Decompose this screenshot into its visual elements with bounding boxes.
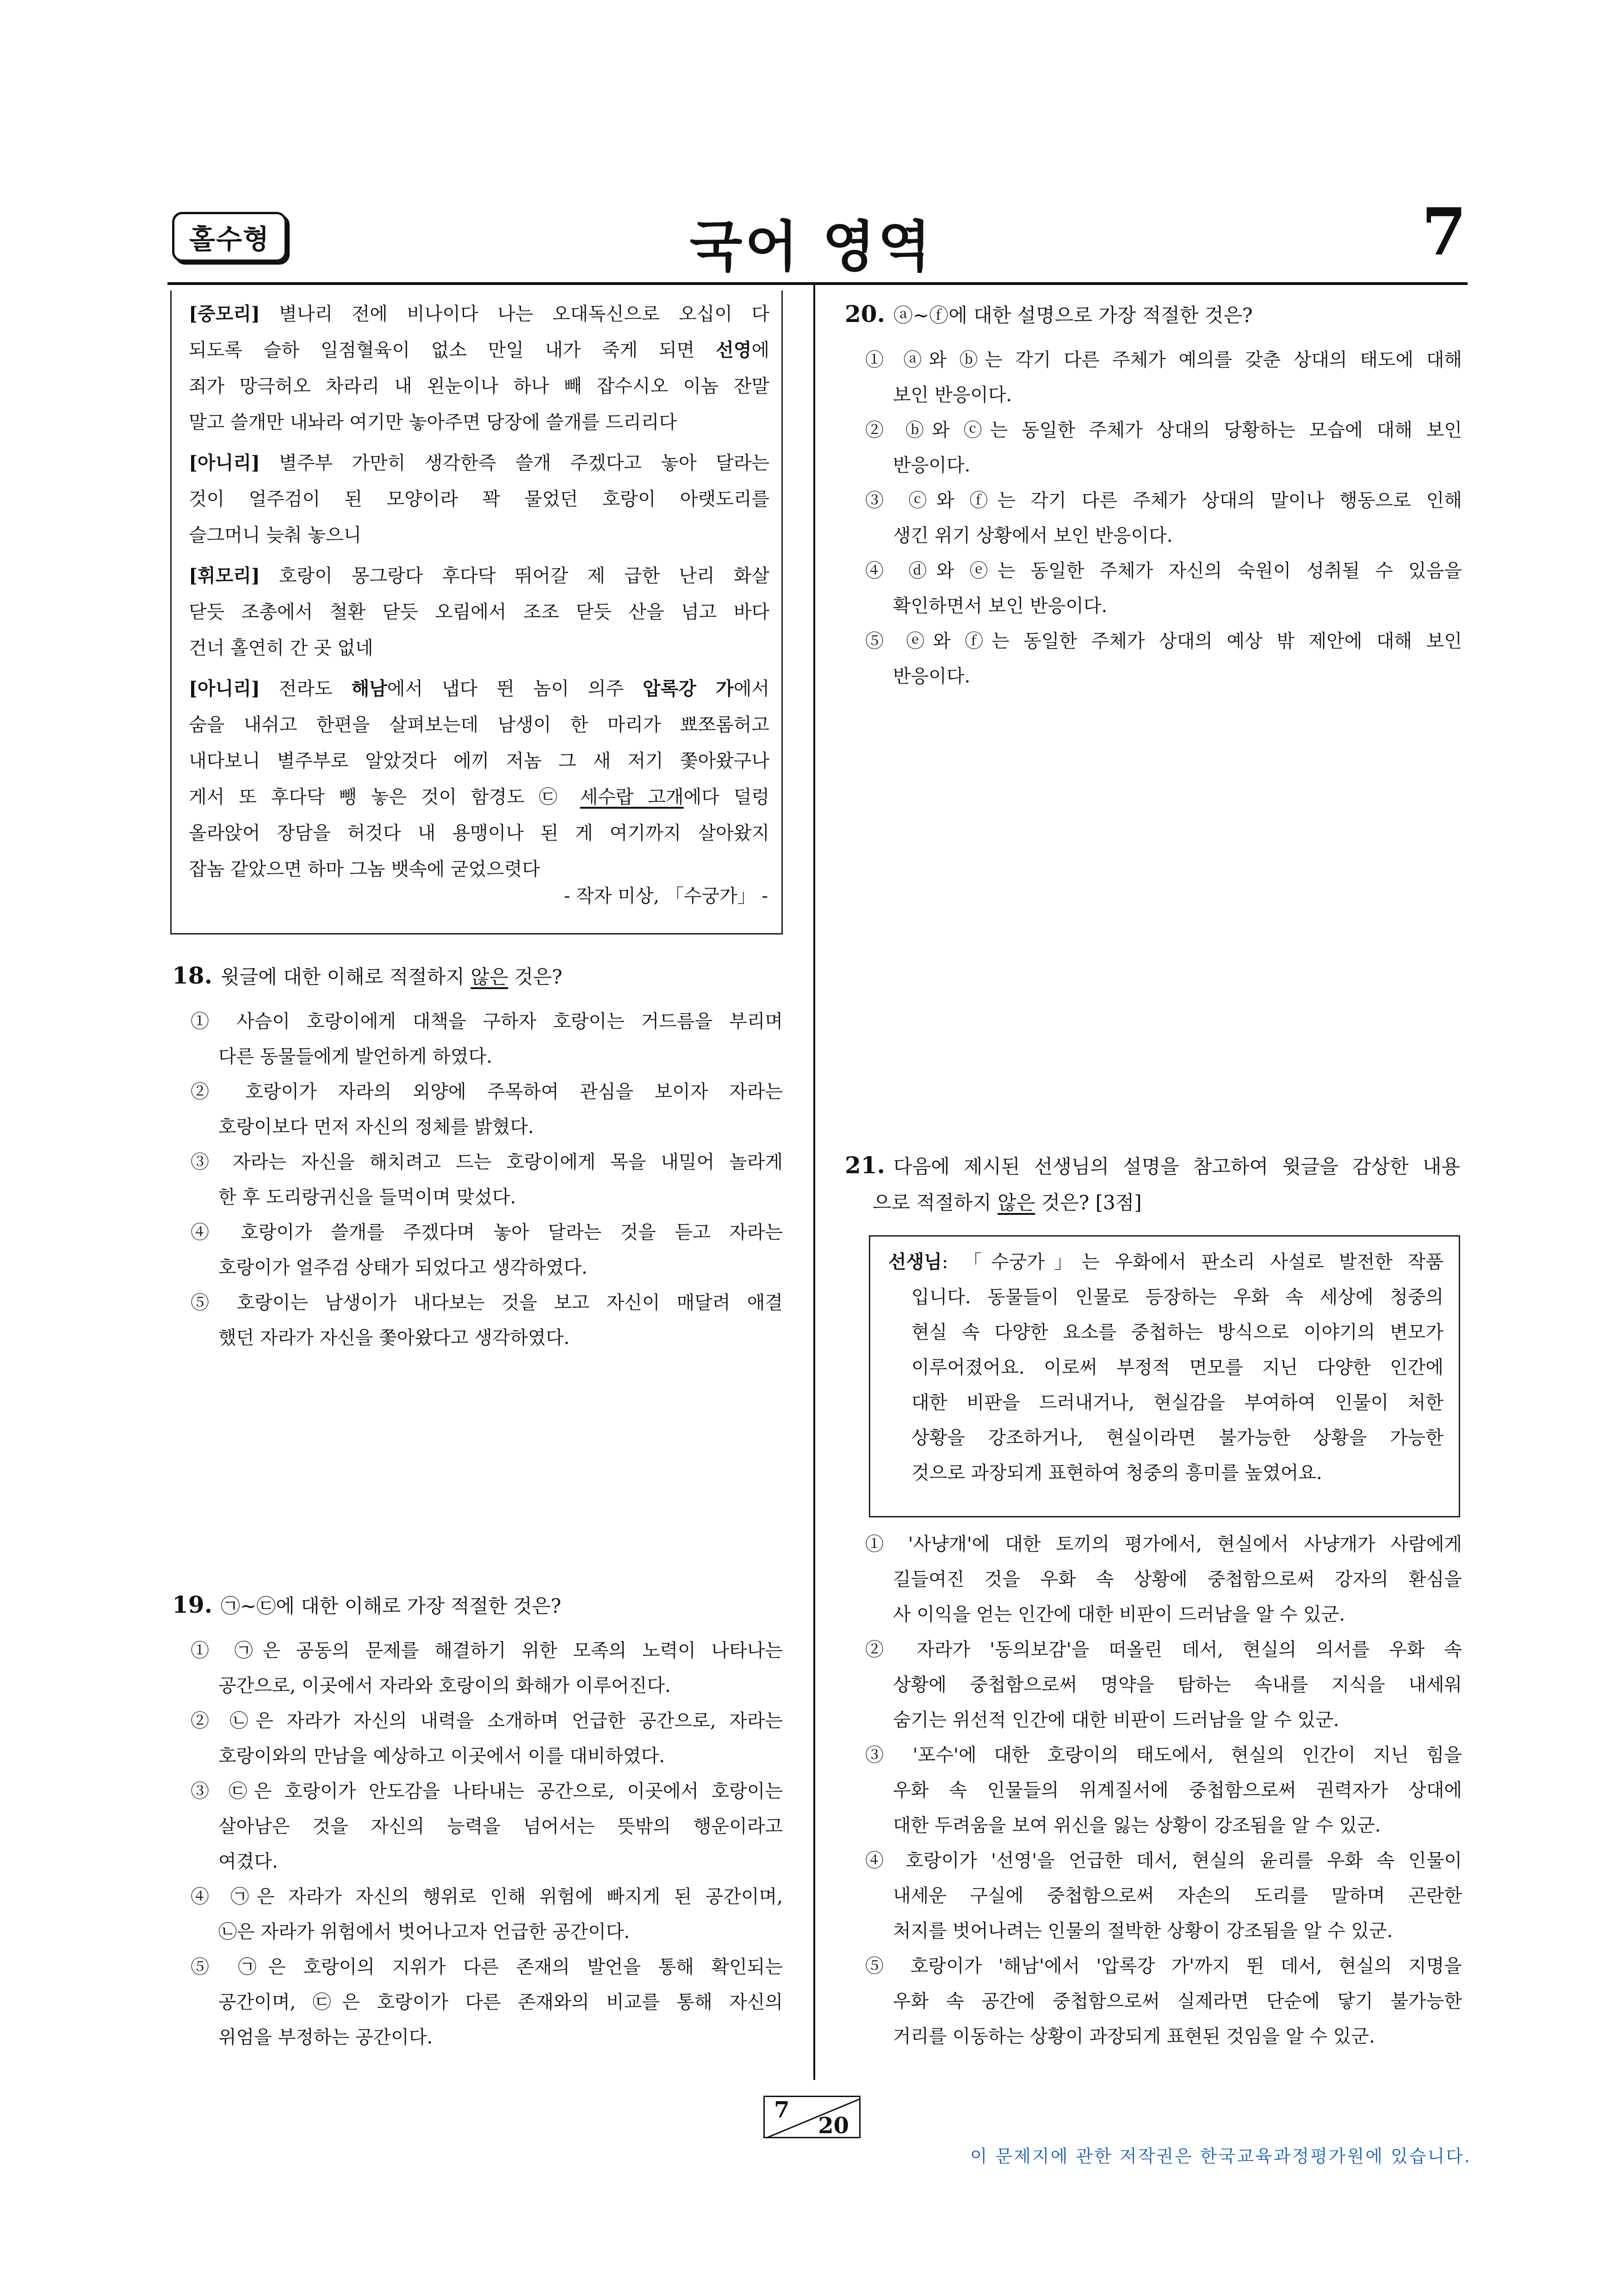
- option-line[interactable]: ④ 호랑이가 쓸개를 주겠다며 놓아 달라는 것을 듣고 자라는: [191, 1222, 783, 1243]
- option-line: 살아남은 것을 자신의 능력을 넘어서는 뜻밖의 행운이라고: [218, 1816, 783, 1837]
- option-line: 우화 속 공간에 중첩함으로써 실제라면 단순에 닿기 불가능한: [893, 1991, 1462, 2012]
- option-line[interactable]: ③ '포수'에 대한 호랑이의 태도에서, 현실의 인간이 지닌 힘을: [865, 1745, 1462, 1766]
- option-line[interactable]: ④ ㉠은 자라가 자신의 행위로 인해 위험에 빠지게 된 공간이며,: [191, 1886, 783, 1907]
- question-19-stem: [172, 1587, 561, 1624]
- bold-word: 해남: [351, 678, 387, 699]
- passage-fragment: 에서 냅다 뛴 놈이 의주: [387, 678, 643, 699]
- option-line[interactable]: ① ㉠은 공동의 문제를 해결하기 위한 모족의 노력이 나타나는: [191, 1640, 783, 1661]
- option-line[interactable]: ① 사슴이 호랑이에게 대책을 구하자 호랑이는 거드름을 부리며: [191, 1011, 783, 1032]
- page-total: 20: [818, 2113, 849, 2139]
- passage-fragment: 에서: [733, 678, 769, 699]
- option-line: 한 후 도리랑귀신을 들먹이며 맞섰다.: [218, 1187, 516, 1208]
- option-line: 반응이다.: [893, 455, 971, 476]
- option-line[interactable]: ② 자라가 '동의보감'을 떠올린 데서, 현실의 의서를 우화 속: [865, 1639, 1462, 1660]
- passage-text: [189, 296, 769, 887]
- role-label: [아니리]: [189, 452, 260, 474]
- subject-title: 국어 영역: [689, 215, 934, 278]
- option-line: ㉡은 자라가 위험에서 벗어나고자 언급한 공간이다.: [218, 1921, 630, 1943]
- option-line: 내세운 구실에 중첩함으로써 자손의 도리를 말하며 곤란한: [893, 1885, 1462, 1906]
- stem-underline: 않은: [997, 1191, 1035, 1214]
- option-line[interactable]: ② ⓑ와 ⓒ는 동일한 주체가 상대의 당황하는 모습에 대해 보인: [865, 420, 1462, 441]
- bold-word: 선영: [716, 339, 752, 361]
- option-line: 숨기는 위선적 인간에 대한 비판이 드러남을 알 수 있군.: [893, 1709, 1339, 1731]
- teacher-line: 상황을 강조하거나, 현실이라면 불가능한 상황을 가능한: [911, 1427, 1443, 1448]
- passage-source: - 작자 미상, 「수궁가」 -: [564, 885, 768, 907]
- option-line: 상황에 중첩함으로써 명약을 탐하는 속내를 지식을 내세워: [893, 1674, 1462, 1696]
- question-number: 18.: [172, 962, 212, 989]
- copyright-notice: 이 문제지에 관한 저작권은 한국교육과정평가원에 있습니다.: [970, 2146, 1471, 2166]
- role-label: [중모리]: [189, 303, 260, 325]
- passage-line: 별나리 전에 비나이다 나는 오대독신으로 오십이 다: [260, 303, 769, 325]
- option-line[interactable]: ③ ㉢은 호랑이가 안도감을 나타내는 공간으로, 이곳에서 호랑이는: [191, 1781, 783, 1802]
- teacher-explanation: [888, 1244, 1443, 1491]
- bold-word: 압록강 가: [643, 678, 734, 699]
- option-line: 생긴 위기 상황에서 보인 반응이다.: [893, 525, 1173, 546]
- option-line[interactable]: ⑤ 호랑이는 남생이가 내다보는 것을 보고 자신이 매달려 애결: [191, 1292, 783, 1313]
- passage-line: 닫듯 조총에서 철환 닫듯 오림에서 조조 닫듯 산을 넘고 바다: [189, 601, 769, 623]
- question-number: 21.: [845, 1151, 885, 1179]
- teacher-line: 현실 속 다양한 요소를 중첩하는 방식으로 이야기의 변모가: [911, 1322, 1443, 1343]
- exam-type-badge: 홀수형: [172, 212, 287, 262]
- underlined-place: 세수랍 고개: [580, 786, 684, 808]
- teacher-label: 선생님: [888, 1251, 942, 1273]
- question-21-stem: [845, 1147, 1460, 1221]
- question-number: 19.: [172, 1591, 212, 1618]
- stem-text: 윗글에 대한 이해로 적절하지: [221, 965, 471, 988]
- passage-line: 별주부 가만히 생각한즉 쓸개 주겠다고 놓아 달라는: [260, 452, 769, 474]
- option-line[interactable]: ① ⓐ와 ⓑ는 각기 다른 주체가 예의를 갖춘 상대의 태도에 대해: [865, 349, 1462, 371]
- option-line[interactable]: ⑤ ㉠은 호랑이의 지위가 다른 존재의 발언을 통해 확인되는: [191, 1956, 783, 1978]
- stem-text: ⓐ~ⓕ에 대한 설명으로 가장 적절한 것은?: [893, 304, 1253, 327]
- teacher-line: 대한 비판을 드러내거나, 현실감을 부여하여 인물이 처한: [911, 1392, 1443, 1413]
- question-number: 20.: [845, 300, 885, 328]
- option-line[interactable]: ⑤ 호랑이가 '해남'에서 '압록강 가'까지 뛴 데서, 현실의 지명을: [865, 1956, 1462, 1977]
- page-counter: [763, 2096, 861, 2138]
- option-line: 확인하면서 보인 반응이다.: [893, 595, 1108, 617]
- option-line: 다른 동물들에게 발언하게 하였다.: [218, 1046, 492, 1067]
- teacher-line: : 「수궁가」는 우화에서 판소리 사설로 발전한 작품: [942, 1251, 1443, 1273]
- option-line: 반응이다.: [893, 666, 971, 687]
- question-21-options: [865, 1527, 1462, 2054]
- teacher-line: 것으로 과장되게 표현하여 청중의 흥미를 높였어요.: [911, 1462, 1322, 1484]
- option-line: 여겼다.: [218, 1851, 278, 1872]
- option-line: 공간으로, 이곳에서 자라와 호랑이의 화해가 이루어진다.: [218, 1675, 671, 1696]
- option-line[interactable]: ④ ⓓ와 ⓔ는 동일한 주체가 자신의 숙원이 성취될 수 있음을: [865, 560, 1462, 582]
- passage-line: 숨을 내쉬고 한편을 살펴보는데 남생이 한 마리가 뾰쪼롬허고: [189, 714, 769, 736]
- role-label: [휘모리]: [189, 565, 260, 587]
- stem-text: 것은?: [508, 965, 563, 988]
- passage-line: 되도록 슬하 일점혈육이 없소 만일 내가 죽게 되면: [189, 340, 716, 361]
- passage-line: 올라앉어 장담을 허것다 내 용맹이나 된 게 여기까지 살아왔지: [189, 823, 769, 844]
- circle-marker: ㉢: [539, 786, 566, 808]
- passage-line: 말고 쓸개만 내놔라 여기만 놓아주면 당장에 쓸개를 드리리다: [189, 412, 677, 433]
- column-divider: [813, 285, 815, 2080]
- option-line: 호랑이와의 만남을 예상하고 이곳에서 이를 대비하였다.: [218, 1745, 665, 1767]
- option-line: 대한 두려움을 보여 위신을 잃는 상황이 강조됨을 알 수 있군.: [893, 1815, 1381, 1836]
- option-line: 우화 속 인물들의 위계질서에 중첩함으로써 권력자가 상대에: [893, 1780, 1462, 1801]
- option-line[interactable]: ③ 자라는 자신을 해치려고 드는 호랑이에게 목을 내밀어 놀라게: [191, 1151, 783, 1173]
- option-line: 길들여진 것을 우화 속 상황에 중첩함으로써 강자의 환심을: [893, 1569, 1462, 1590]
- stem-underline: 않은: [471, 965, 508, 988]
- option-line: 처지를 벗어나려는 인물의 절박한 상황이 강조됨을 알 수 있군.: [893, 1920, 1393, 1942]
- teacher-line: 입니다. 동물들이 인물로 등장하는 우화 속 세상에 청중의: [911, 1287, 1443, 1308]
- passage-line: 죄가 망극허오 차라리 내 왼눈이나 하나 빼 잡수시오 이놈 잔말: [189, 376, 769, 397]
- header-rule: [167, 282, 1468, 285]
- passage-line: 호랑이 몽그랑다 후다닥 뛰어갈 제 급한 난리 화살: [260, 565, 769, 587]
- question-20-stem: [845, 296, 1252, 334]
- option-line[interactable]: ③ ⓒ와 ⓕ는 각기 다른 주체가 상대의 말이나 행동으로 인해: [865, 490, 1462, 511]
- question-18-stem: [172, 958, 562, 995]
- passage-fragment: 에다 덜렁: [683, 786, 770, 808]
- stem-text: ㉠~㉢에 대한 이해로 가장 적절한 것은?: [221, 1595, 561, 1617]
- question-18-options: [191, 1004, 783, 1355]
- passage-line: 전라도: [260, 678, 352, 699]
- option-line: 거리를 이동하는 상황이 과장되게 표현된 것임을 알 수 있군.: [893, 2026, 1375, 2047]
- stem-text: 것은? [3점]: [1035, 1191, 1142, 1214]
- teacher-line: 이루어졌어요. 이로써 부정적 면모를 지닌 다양한 인간에: [911, 1357, 1443, 1378]
- passage-line: 잡놈 같았으면 하마 그놈 뱃속에 굳었으렷다: [189, 859, 540, 880]
- stem-text: 다음에 제시된 선생님의 설명을 참고하여 윗글을 감상한 내용: [893, 1155, 1460, 1178]
- option-line[interactable]: ④ 호랑이가 '선영'을 언급한 데서, 현실의 윤리를 우화 속 인물이: [865, 1850, 1462, 1871]
- page-number: 7: [1421, 194, 1467, 270]
- option-line: 호랑이보다 먼저 자신의 정체를 밝혔다.: [218, 1116, 534, 1138]
- option-line: 위엄을 부정하는 공간이다.: [218, 2027, 433, 2048]
- option-line: 공간이며, ㉢은 호랑이가 다른 존재와의 비교를 통해 자신의: [218, 1992, 783, 2013]
- stem-text: 으로 적절하지: [873, 1191, 998, 1214]
- option-line: 보인 반응이다.: [893, 384, 1012, 406]
- passage-line: 게서 또 후다닥 뺑 놓은 것이 함경도: [189, 786, 539, 808]
- passage-fragment: 에: [751, 340, 769, 361]
- passage-line: 내다보니 별주부로 알았것다 에끼 저놈 그 새 저기 쫓아왔구나: [189, 750, 769, 772]
- role-label: [아니리]: [189, 678, 260, 699]
- option-line[interactable]: ① '사냥개'에 대한 토끼의 평가에서, 현실에서 사냥개가 사람에게: [865, 1534, 1462, 1555]
- passage-line: 건너 홀연히 간 곳 없네: [189, 637, 373, 659]
- page-current: 7: [774, 2097, 790, 2123]
- question-20-options: [865, 342, 1462, 694]
- option-line: 사 이익을 얻는 인간에 대한 비판이 드러남을 알 수 있군.: [893, 1604, 1345, 1625]
- option-line: 호랑이가 얼주검 상태가 되었다고 생각하였다.: [218, 1257, 588, 1278]
- option-line: 했던 자라가 자신을 쫓아왔다고 생각하였다.: [218, 1327, 570, 1349]
- option-line[interactable]: ⑤ ⓔ와 ⓕ는 동일한 주체가 상대의 예상 밖 제안에 대해 보인: [865, 631, 1462, 652]
- question-19-options: [191, 1633, 783, 2055]
- option-line[interactable]: ② ㉡은 자라가 자신의 내력을 소개하며 언급한 공간으로, 자라는: [191, 1710, 783, 1732]
- passage-line: 슬그머니 늦춰 놓으니: [189, 525, 362, 546]
- option-line[interactable]: ② 호랑이가 자라의 외양에 주목하여 관심을 보이자 자라는: [191, 1081, 783, 1102]
- passage-line: 것이 얼주검이 된 모양이라 꽉 물었던 호랑이 아랫도리를: [189, 489, 769, 510]
